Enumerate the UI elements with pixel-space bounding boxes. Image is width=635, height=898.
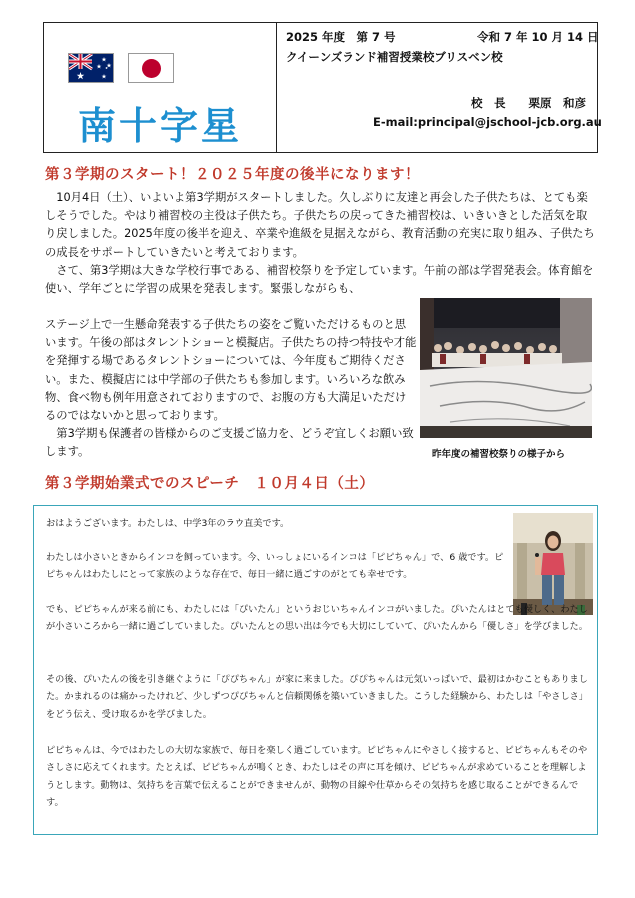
newsletter-header xyxy=(43,22,602,153)
hinomaru-disc xyxy=(142,59,161,78)
speech-paragraph-pet: わたしは小さいときからインコを飼っています。今、いっしょにいるインコは「ピピちゃん」で、6 歳です。ピピちゃんはわたしにとって家族のような存在で、毎日一緒に過ごすのがとても幸せです。 xyxy=(46,552,504,581)
speech-paragraph-new-bird: その後、ぴいたんの後を引き継ぐように「ぴぴちゃん」が家に来ました。ぴぴちゃんは元気いっぱいで、最初はかむこともありました。かまれるのは痛かったけれど、少しずつぴぴちゃんと信頼関係を築いていきました。こうした経験から、わたしは「やさしさ」をどう伝え、受け取るかを学びました。 xyxy=(46,674,589,720)
school-name: クイーンズランド補習授業校ブリスベン校 xyxy=(286,50,503,64)
principal-name: 校 長 栗原 和彦 xyxy=(471,96,586,110)
japan-flag-icon xyxy=(128,53,174,83)
student-speech-photo xyxy=(513,513,593,615)
masthead-panel xyxy=(44,23,277,152)
section-heading-speech: 第３学期始業式でのスピーチ １０月４日（土） xyxy=(45,476,375,492)
australia-flag-icon xyxy=(68,53,114,83)
issue-date: 令和 7 年 10 月 14 日 xyxy=(477,30,599,44)
school-info-panel xyxy=(278,23,602,152)
term-start-paragraph: 10月4日（土）、いよいよ第3学期がスタートしました。久しぶりに友達と再会した子供たちは、とても楽しそうでした。やはり補習校の主役は子供たち。子供たちの戻ってきた補習校は、いきいきとした活気を取り戻しました。2025年度の後半を迎え、卒業や進級を見据えながら、教育活動の充実に取り組み、子供たちの成長をサポートしていきたいと考えております。 xyxy=(45,191,595,259)
festival-photo-caption: 昨年度の補習校祭りの様子から xyxy=(432,449,566,460)
principal-email: E-mail:principal@jschool-jcb.org.au xyxy=(373,115,602,129)
support-request-paragraph: 第3学期も保護者の皆様からのご支援ご協力を、どうぞ宜しくお願い致します。 xyxy=(45,427,414,459)
issue-line: 2025 年度 第 7 号 xyxy=(286,30,396,44)
speech-paragraph-grandpa-bird: でも、ピピちゃんが来る前にも、わたしには「ぴいたん」というおじいちゃんインコがいました。ぴいたんはとても優しく、わたしが小さいころから一緒に過ごしていました。ぴいたんとの思い出は今でも大切にしていて、ぴいたんから「優しさ」を学びました。 xyxy=(46,604,588,633)
festival-paragraph-intro: さて、第3学期は大きな学校行事である、補習校祭りを予定しています。午前の部は学習発表会。体育館を使い、学年ごとに学習の成果を発表します。緊張しながらも、 xyxy=(45,264,594,296)
speech-box xyxy=(33,505,598,835)
speech-greeting: おはようございます。わたしは、中学3年のラウ直美です。 xyxy=(46,518,290,529)
masthead-title: 南十字星 xyxy=(77,104,242,148)
festival-stage-photo xyxy=(420,298,592,438)
festival-paragraph-body: ステージ上で一生懸命発表する子供たちの姿をご覧いただけるものと思います。午後の部はタレントショーと模擬店。子供たちの持つ特技や才能を発揮する場であるタレントショーについては、今年度もご期待ください。また、模擬店には中学部の子供たちも参加します。いろいろな飲み物、食べ物も例年用意されておりますので、お腹の方も大満足いただけるのではないかと思っております。 xyxy=(45,318,417,423)
speech-paragraph-family: ピピちゃんは、今ではわたしの大切な家族で、毎日を楽しく過ごしています。ピピちゃんにやさしく接すると、ピピちゃんもそのやさしさに応えてくれます。たとえば、ピピちゃんが鳴くとき、わたしはその声に耳を傾け、ピピちゃんが求めていることを理解しようとします。動物は、気持ちを言葉で伝えることができませんが、動物の目線や仕草からその気持ちを感じ取ることができるんです。 xyxy=(46,745,588,809)
section-heading-term-start: 第３学期のスタート！２０２５年度の後半になります！ xyxy=(45,167,420,183)
